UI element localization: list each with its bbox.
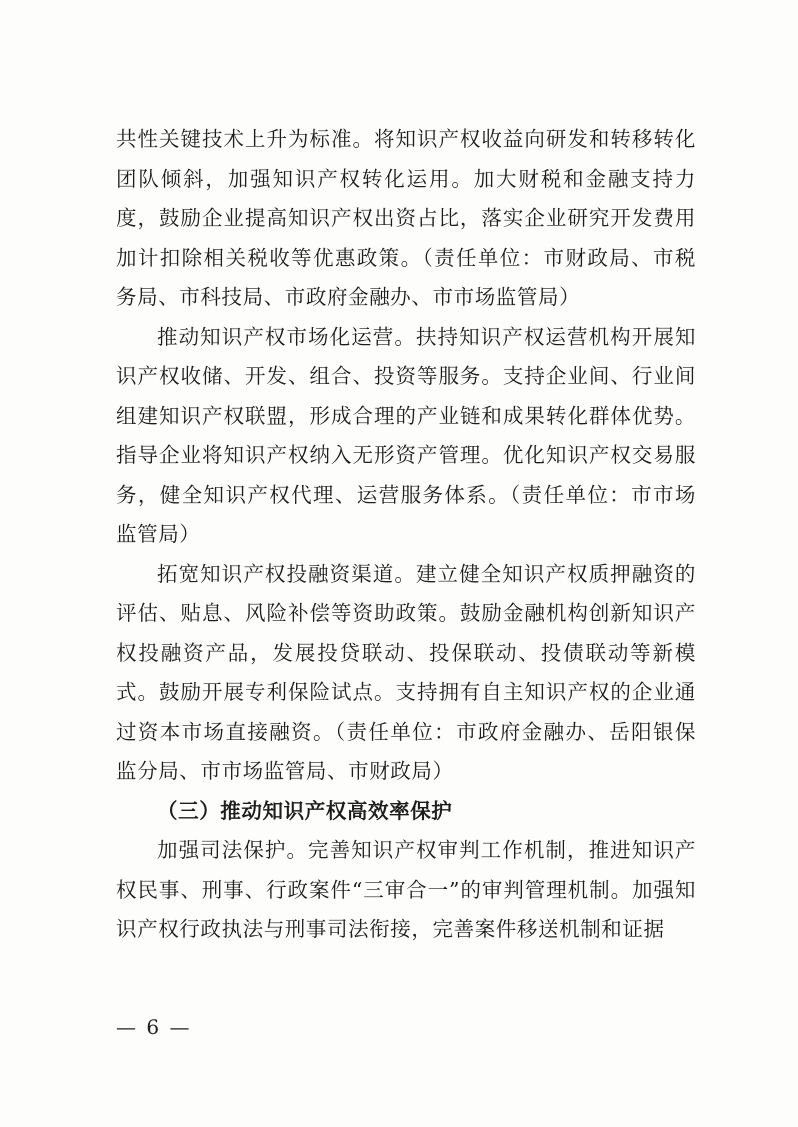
document-body	[116, 120, 696, 950]
paragraph-ip-financing: 拓宽知识产权投融资渠道。建立健全知识产权质押融资的评估、贴息、风险补偿等资助政策。鼓励金融机构创新知识产权投融资产品，发展投贷联动、投保联动、投债联动等新模式。鼓励开展专利保险试点。支持拥有自主知识产权的企业通过资本市场直接融资。（责任单位：市政府金融办、岳阳银保监分局、市市场监管局、市财政局）	[116, 561, 696, 783]
paragraph-continuation: 共性关键技术上升为标准。将知识产权收益向研发和转移转化团队倾斜，加强知识产权转化运用。加大财税和金融支持力度，鼓励企业提高知识产权出资占比，落实企业研究开发费用加计扣除相关税收等优惠政策。（责任单位：市财政局、市税务局、市科技局、市政府金融办、市市场监管局）	[116, 127, 696, 309]
paragraph-ip-market-operation: 推动知识产权市场化运营。扶持知识产权运营机构开展知识产权收储、开发、组合、投资等服务。支持企业间、行业间组建知识产权联盟，形成合理的产业链和成果转化群体优势。指导企业将知识产权纳入无形资产管理。优化知识产权交易服务，健全知识产权代理、运营服务体系。（责任单位：市市场监管局）	[116, 324, 696, 546]
page-number: — 6 —	[116, 1015, 192, 1039]
section-heading: （三）推动知识产权高效率保护	[157, 798, 453, 823]
paragraph-judicial-protection: 加强司法保护。完善知识产权审判工作机制，推进知识产权民事、刑事、行政案件“三审合一”的审判管理机制。加强知识产权行政执法与刑事司法衔接，完善案件移送机制和证据	[116, 838, 696, 941]
